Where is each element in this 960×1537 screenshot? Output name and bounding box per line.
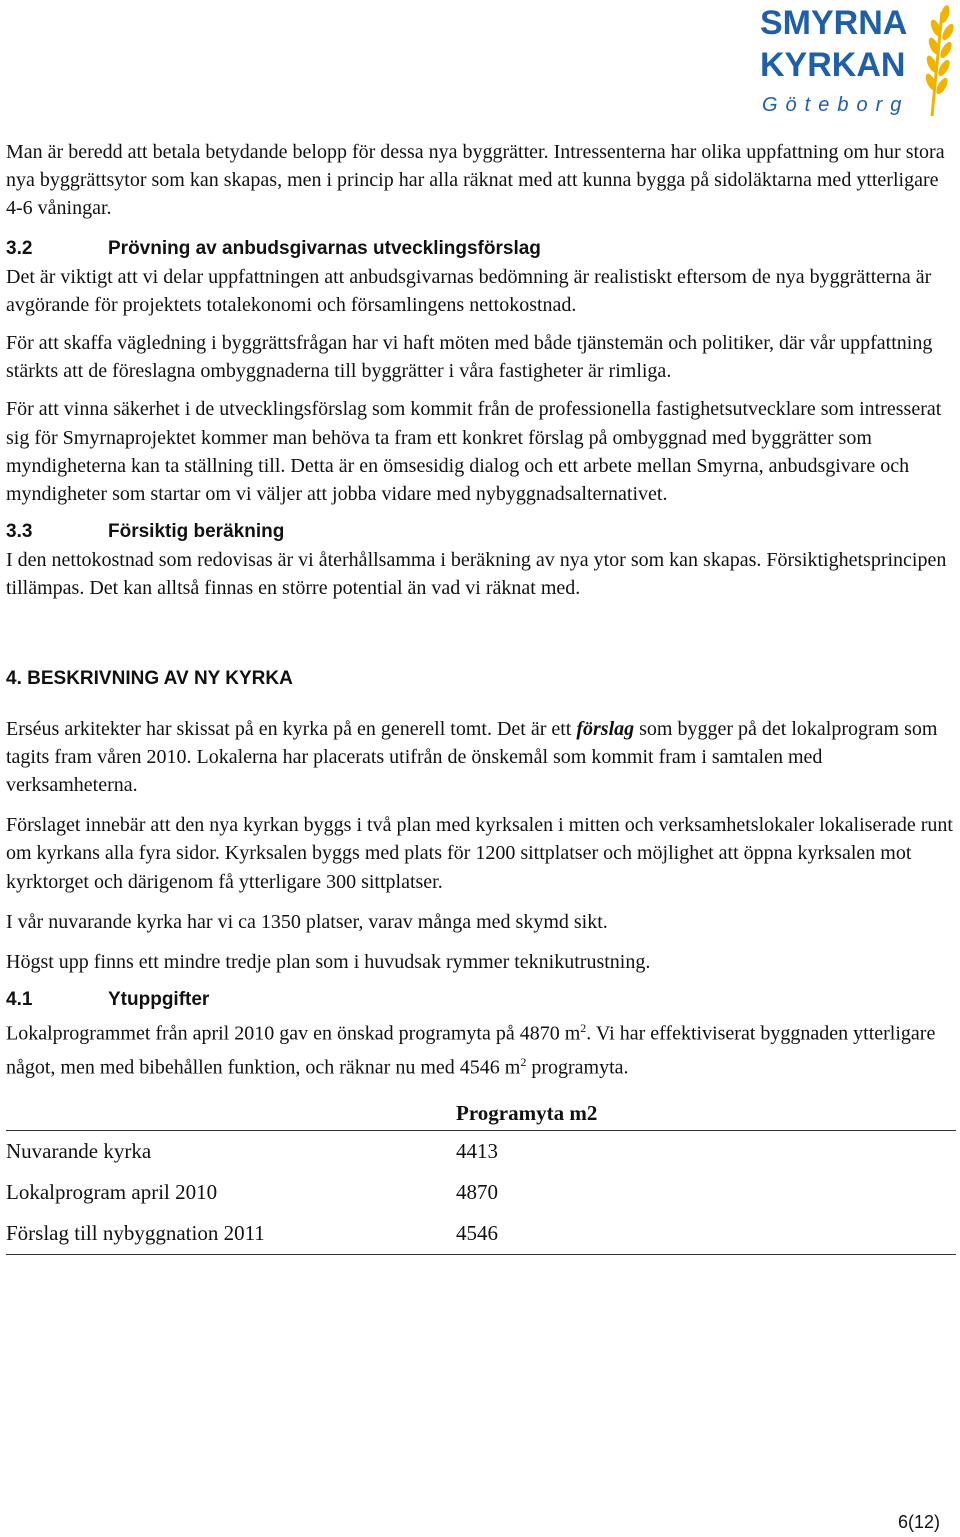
area-table-header [6, 1098, 956, 1131]
table-row-value: 4413 [456, 1138, 498, 1163]
intro-paragraph: Man är beredd att betala betydande belopp för dessa nya byggrätter. Intressenterna har olika uppfattning om hur stora nya byggrättsytor som kan skapas, men i princip har alla räknat med att kunna bygga på sidoläktarna med ytterligare 4-6 våningar. [6, 141, 945, 220]
table-row-label: Lokalprogram april 2010 [6, 1179, 218, 1204]
section-4-paragraph-1: Erséus arkitekter har skissat på en kyrka på en generell tomt. Det är ett förslag som bygger på det lokalprogram som tagits fram våren 2010. Lokalerna har placerats utifrån de önskemål som kommit fram i samtalen med verksamheterna. [6, 717, 938, 797]
table-row [6, 1131, 956, 1172]
logo-line-2: KYRKAN [760, 46, 906, 84]
logo-line-3: Göteborg [762, 94, 910, 116]
area-table-header-label: Programyta m2 [456, 1100, 598, 1125]
section-3-3-paragraph-1: I den nettokostnad som redovisas är vi återhållsamma i beräkning av nya ytor som kan skapas. Försiktighetsprincipen tillämpas. Det kan alltså finnas en större potential än vad vi räknat med. [6, 549, 947, 600]
section-3-2-paragraph-3: För att vinna säkerhet i de utvecklingsförslag som kommit från de professionella fastighetsutvecklare som intresserat sig för Smyrnaprojektet kommer man behöva ta fram ett konkret förslag på ombyggnad med byggrätter som myndigheterna kan ta ställning till. Detta är en ömsesidig dialog och ett arbete mellan Smyrna, anbudsgivare och myndigheter som startar om vi väljer att jobba vidare med nybyggnadsalternativet. [6, 398, 942, 506]
document-body [6, 138, 954, 1255]
logo-line-1: SMYRNA [760, 4, 908, 42]
logo [760, 4, 956, 120]
table-row [6, 1213, 956, 1254]
table-row-value: 4870 [456, 1179, 498, 1204]
section-4-paragraph-3: I vår nuvarande kyrka har vi ca 1350 platser, varav många med skymd sikt. [6, 910, 608, 933]
section-4-1-paragraph-1: Lokalprogrammet från april 2010 gav en önskad programyta på 4870 $m^2$. Vi har effektiviserat byggnaden ytterligare något, men med bibehållen funktion, och räknar nu med 4546 $m^2$ programyta. [6, 1021, 936, 1079]
table-bottom-rule [6, 1254, 956, 1255]
section-3-2-paragraph-2: För att skaffa vägledning i byggrättsfrågan har vi haft möten med både tjänstemän och politiker, där vår uppfattning stärkts att de föreslagna ombyggnaderna till byggrätter i våra fastigheter är rimliga. [6, 332, 933, 383]
section-4-heading: 4. BESKRIVNING AV NY KYRKA [6, 667, 293, 689]
wheat-icon [918, 4, 956, 120]
page-number: 6(12) [898, 1512, 941, 1532]
table-row [6, 1172, 956, 1213]
section-4-paragraph-4: Högst upp finns ett mindre tredje plan som i huvudsak rymmer teknikutrustning. [6, 951, 651, 974]
section-3-3-heading: 3.3 Försiktig beräkning [6, 521, 285, 543]
section-4-1-heading: 4.1 Ytuppgifter [6, 989, 210, 1011]
area-table [6, 1098, 956, 1255]
section-3-2-heading: 3.2 Prövning av anbudsgivarnas utvecklingsförslag [6, 237, 541, 259]
section-3-2-paragraph-1: Det är viktigt att vi delar uppfattningen att anbudsgivarnas bedömning är realistiskt eftersom de nya byggrätterna är avgörande för projektets totalekonomi och församlingens nettokostnad. [6, 265, 932, 316]
table-row-label: Förslag till nybyggnation 2011 [6, 1220, 265, 1245]
table-row-label: Nuvarande kyrka [6, 1138, 152, 1163]
section-4-paragraph-2: Förslaget innebär att den nya kyrkan byggs i två plan med kyrksalen i mitten och verksamhetslokaler lokaliserade runt om kyrkans alla fyra sidor. Kyrksalen byggs med plats för 1200 sittplatser och möjlighet att öppna kyrksalen mot kyrktorget och därigenom få ytterligare 300 sittplatser. [6, 814, 953, 893]
table-row-value: 4546 [456, 1220, 498, 1245]
